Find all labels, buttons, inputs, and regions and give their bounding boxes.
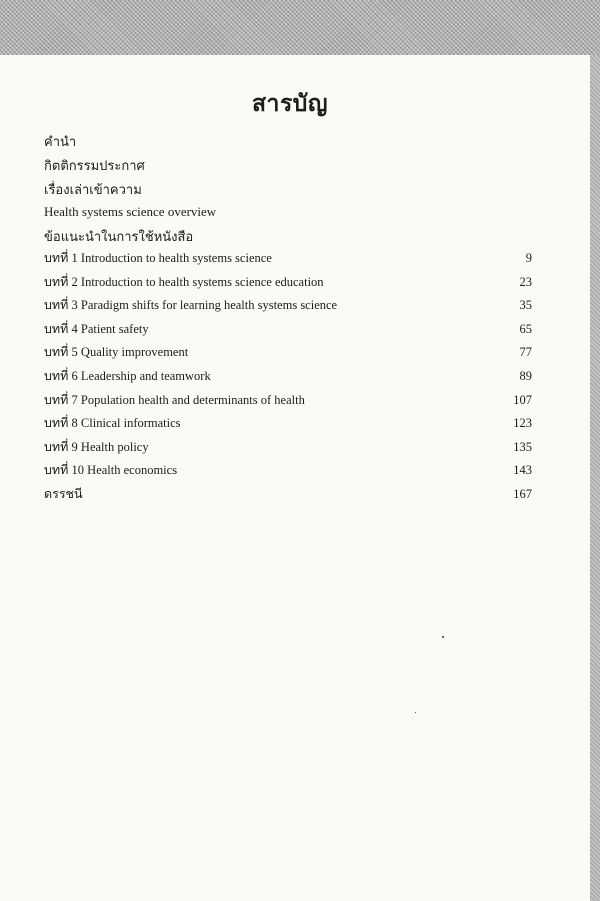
front-matter-item: ข้อแนะนำในการใช้หนังสือ — [44, 229, 194, 244]
toc-entry-label: บทที่ 6 Leadership and teamwork — [44, 368, 211, 383]
toc-entry — [44, 390, 532, 414]
table-of-contents — [44, 248, 532, 508]
toc-entry — [44, 413, 532, 437]
toc-entry-label: บทที่ 2 Introduction to health systems science education — [44, 274, 324, 289]
toc-entry-label: บทที่ 9 Health policy — [44, 439, 149, 454]
toc-entry — [44, 295, 532, 319]
toc-entry-page: 135 — [513, 439, 532, 454]
scan-border-top — [0, 0, 600, 55]
toc-entry-label: ดรรชนี — [44, 486, 83, 501]
toc-entry-label: บทที่ 4 Patient safety — [44, 321, 149, 336]
front-matter-item: คำนำ — [44, 134, 77, 149]
toc-entry-page: 35 — [519, 298, 532, 313]
toc-entry-page: 77 — [519, 345, 532, 360]
toc-entry — [44, 342, 532, 366]
toc-entry-label: บทที่ 7 Population health and determinants of health — [44, 392, 305, 407]
toc-entry-label: บทที่ 10 Health economics — [44, 463, 178, 478]
toc-entry-label: บทที่ 8 Clinical informatics — [44, 416, 181, 431]
toc-entry-label: บทที่ 5 Quality improvement — [44, 345, 189, 360]
toc-entry — [44, 248, 532, 272]
toc-entry-page: 107 — [513, 392, 532, 407]
toc-entry-label: บทที่ 3 Paradigm shifts for learning health systems science — [44, 298, 338, 313]
toc-entry-page: 123 — [513, 416, 532, 431]
scan-speck — [442, 636, 444, 638]
toc-entry — [44, 366, 532, 390]
toc-entry — [44, 437, 532, 461]
toc-entry — [44, 272, 532, 296]
toc-entry — [44, 319, 532, 343]
front-matter-item: เรื่องเล่าเข้าความ — [44, 182, 142, 197]
toc-entry — [44, 460, 532, 484]
toc-entry-page: 89 — [519, 368, 532, 383]
toc-entry — [44, 484, 532, 508]
scan-speck — [415, 712, 416, 713]
front-matter-item: Health systems science overview — [44, 204, 217, 219]
toc-entry-page: 9 — [525, 251, 532, 265]
page-title: สารบัญ — [251, 91, 328, 116]
toc-entry-page: 143 — [513, 463, 532, 478]
front-matter-item: กิตติกรรมประกาศ — [44, 158, 145, 173]
scan-border-right — [590, 55, 600, 901]
toc-entry-page: 167 — [513, 486, 532, 501]
toc-entry-page: 65 — [519, 321, 532, 336]
toc-entry-page: 23 — [519, 274, 532, 289]
toc-entry-label: บทที่ 1 Introduction to health systems science — [44, 251, 272, 265]
